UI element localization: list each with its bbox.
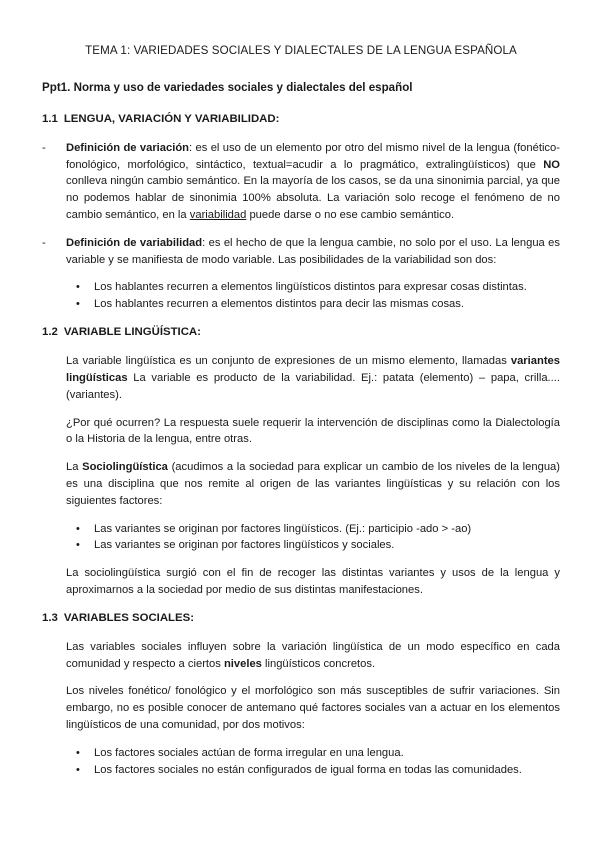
bullet-icon: •: [76, 298, 80, 311]
definition-text: : es el uso de un elemento por otro del mismo nivel de la lengua (fonético-fonológico, morfológico, sintáctico, textual=acudir a lo pragmático, extralingüísticos) que: [66, 141, 560, 171]
list-item: [76, 762, 560, 779]
term-niveles: niveles: [223, 657, 262, 670]
list-item-text: Las variantes se originan por factores lingüísticos y sociales.: [94, 539, 395, 552]
list-item-text: Los hablantes recurren a elementos lingüísticos distintos para expresar cosas distintas.: [94, 281, 527, 294]
underlined-variabilidad: variabilidad: [189, 209, 247, 222]
bullet-icon: •: [76, 522, 80, 535]
paragraph-surgio: La sociolingüística surgió con el fin de recoger las distintas variantes y usos de la lengua y aproximarnos a la sociedad por medio de sus distintas manifestaciones.: [66, 567, 560, 596]
paragraph-sociolinguistica: [42, 459, 560, 509]
dash-marker: -: [42, 141, 46, 154]
paragraph-text: La variable lingüística es un conjunto de expresiones de un mismo elemento, llamadas: [66, 355, 511, 368]
term-variacion: Definición de variación: [66, 141, 190, 154]
paragraph-text: La: [66, 461, 83, 474]
paragraph-variables-sociales: [42, 639, 560, 673]
section-heading-1-3: [42, 610, 560, 627]
ppt-heading: Ppt1. Norma y uso de variedades sociales y dialectales del español: [42, 81, 413, 95]
list-item-text: Los hablantes recurren a elementos distintos para decir las mismas cosas.: [94, 298, 464, 311]
document-title: TEMA 1: VARIEDADES SOCIALES Y DIALECTALES DE LA LENGUA ESPAÑOLA: [85, 44, 517, 57]
emphasis-no: NO: [543, 158, 560, 171]
definition-variabilidad: [42, 235, 560, 269]
paragraph-text: Las variables sociales influyen sobre la variación lingüística de un modo específico en cada comunidad y respecto a ciertos: [66, 640, 560, 670]
paragraph-text: lingüísticos concretos.: [261, 657, 376, 670]
section-title: VARIABLES SOCIALES:: [63, 611, 195, 624]
bullet-icon: •: [76, 746, 80, 759]
section-heading-1-1: [42, 111, 560, 128]
definition-text: conlleva ningún cambio semántico. En la mayoría de los casos, se da una sinonimia parcial, ya que no podemos hablar de sinonimia 100% absoluta. La variación solo recoge el fenómeno de no cambio semántico, en la: [66, 175, 560, 222]
list-item-text: Las variantes se originan por factores lingüísticos. (Ej.: participio -ado > -ao): [94, 522, 472, 535]
list-item: [76, 521, 560, 538]
list-item-text: Los factores sociales no están configurados de igual forma en todas las comunidades.: [94, 763, 522, 776]
section-number: 1.3: [42, 611, 58, 624]
definition-variacion: [42, 140, 560, 224]
section-title: VARIABLE LINGÜÍSTICA:: [63, 326, 201, 339]
paragraph-text: (acudimos a la sociedad para explicar un cambio de los niveles de la lengua) es una disciplina que nos remite al origen de las variantes lingüísticas y su relación con los siguientes factores:: [66, 461, 560, 507]
list-item-text: Los factores sociales actúan de forma irregular en una lengua.: [94, 746, 404, 759]
definition-text: : es el hecho de que la lengua cambie, no solo por el uso. La lengua es variable y se manifiesta de modo variable. Las posibilidades de la variabilidad son dos:: [66, 236, 560, 266]
bullet-icon: •: [76, 763, 80, 776]
term-variabilidad: Definición de variabilidad: [66, 236, 203, 249]
term-variantes: variantes lingüísticas: [66, 355, 560, 384]
bullet-icon: •: [76, 281, 80, 294]
paragraph-variable-linguistica: [42, 353, 560, 403]
bullet-icon: •: [76, 539, 80, 552]
paragraph-niveles: Los niveles fonético/ fonológico y el morfológico son más susceptibles de sufrir variaciones. Sin embargo, no es posible conocer de antemano qué factores sociales van a actuar en los elementos lingüísticos de una comunidad, por dos motivos:: [66, 685, 560, 732]
bullet-list-1-2: [42, 521, 560, 555]
section-heading-1-2: [42, 324, 560, 341]
bullet-list-1-1: [42, 279, 560, 313]
definition-text: puede darse o no ese cambio semántico.: [246, 209, 455, 222]
section-title: LENGUA, VARIACIÓN Y VARIABILIDAD:: [63, 112, 280, 125]
list-item: [76, 537, 560, 554]
list-item: [76, 296, 560, 313]
paragraph-text: La variable es producto de la variabilidad. Ej.: patata (elemento) – papa, crilla.... (variantes).: [66, 371, 560, 401]
paragraph-por-que: ¿Por qué ocurren? La respuesta suele requerir la intervención de disciplinas como la Dialectología o la Historia de la lengua, entre otras.: [66, 416, 560, 446]
term-sociolinguistica: Sociolingüística: [82, 461, 168, 474]
dash-marker: -: [42, 236, 46, 249]
section-number: 1.1: [42, 112, 58, 125]
list-item: [76, 279, 560, 296]
list-item: [76, 745, 560, 762]
bullet-list-1-3: [42, 745, 560, 779]
section-number: 1.2: [42, 326, 58, 339]
